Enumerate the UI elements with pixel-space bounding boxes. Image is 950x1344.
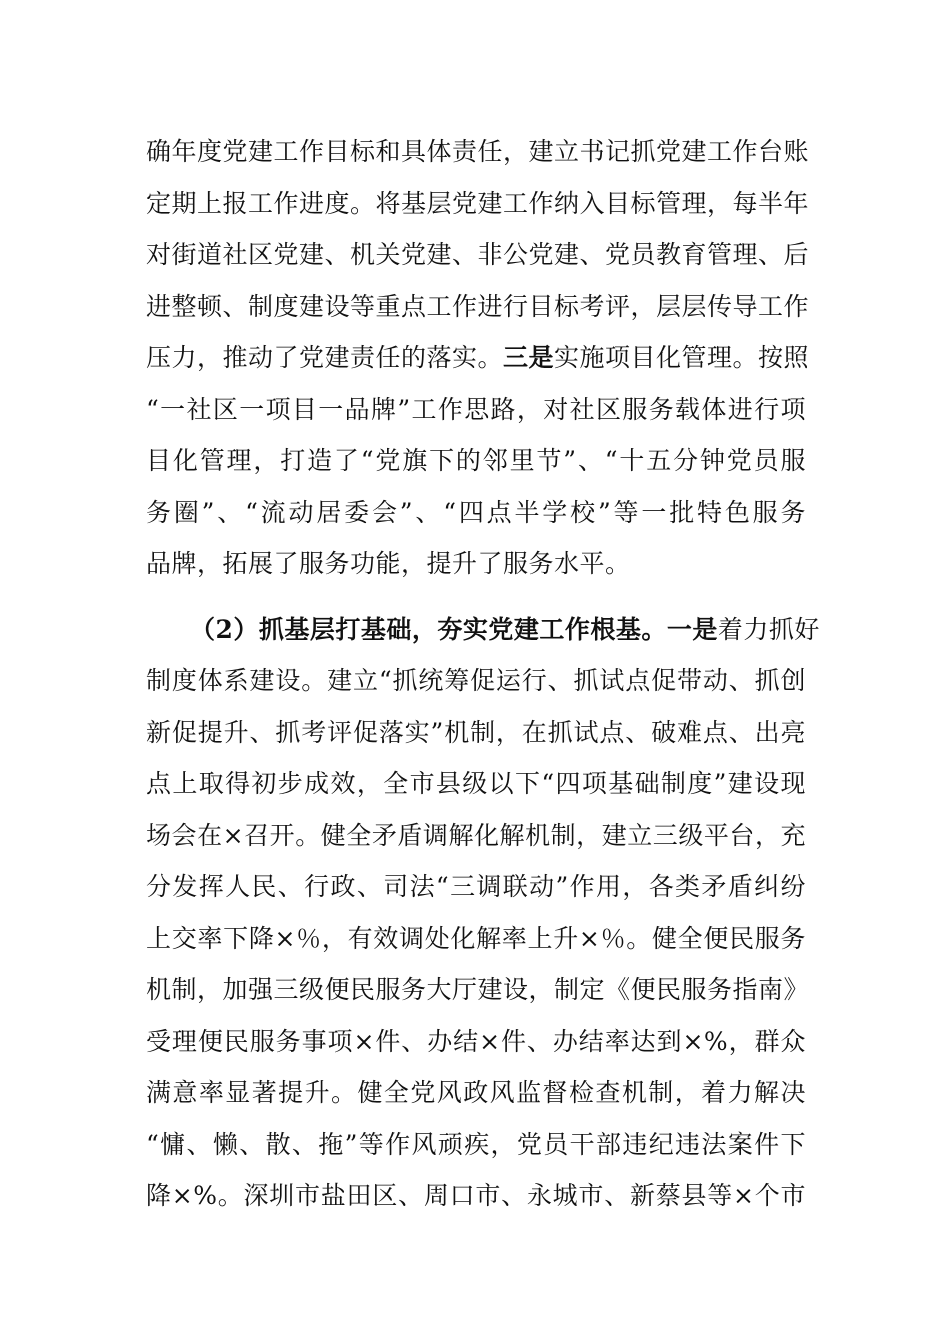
- text-line: 点上取得初步成效，全市县级以下“四项基础制度”建设现: [146, 769, 806, 798]
- text-line: 上交率下降×％，有效调处化解率上升×％。健全便民服务: [146, 923, 806, 953]
- text-run: 压力，推动了党建责任的落实。: [146, 343, 504, 372]
- text-line: 受理便民服务事项×件、办结×件、办结率达到×%，群众: [146, 1026, 806, 1056]
- text-line: 满意率显著提升。健全党风政风监督检查机制，着力解决: [146, 1078, 806, 1107]
- paragraph-grassroots-foundation: [146, 604, 820, 1222]
- text-line: 定期上报工作进度。将基层党建工作纳入目标管理，每半年: [146, 188, 810, 218]
- text-line: 目化管理，打造了“党旗下的邻里节”、“十五分钟党员服: [146, 446, 806, 475]
- text-line: 新促提升、抓考评促落实”机制，在抓试点、破难点、出亮: [146, 717, 806, 747]
- bold-marker: 一是: [666, 614, 718, 644]
- text-run: 实施项目化管理。按照: [554, 343, 810, 372]
- section-heading-line: [146, 604, 820, 656]
- text-run: 着力抓好: [717, 614, 820, 644]
- text-line: [146, 332, 810, 384]
- text-line: “一社区一项目一品牌”工作思路，对社区服务载体进行项: [146, 394, 806, 424]
- section-heading: （2）抓基层打基础，夯实党建工作根基。: [190, 614, 667, 644]
- paragraph-party-responsibility: [146, 126, 810, 590]
- text-line: 务圈”、“流动居委会”、“四点半学校”等一批特色服务: [146, 497, 806, 527]
- text-line: 品牌，拓展了服务功能，提升了服务水平。: [146, 549, 631, 578]
- document-body: [146, 126, 820, 1222]
- text-line: 机制，加强三级便民服务大厅建设，制定《便民服务指南》: [146, 975, 810, 1004]
- text-line: 对街道社区党建、机关党建、非公党建、党员教育管理、后: [146, 240, 810, 269]
- text-line: 场会在×召开。健全矛盾调解化解机制，建立三级平台，充: [146, 820, 806, 850]
- text-line: 降×%。深圳市盐田区、周口市、永城市、新蔡县等×个市: [146, 1181, 806, 1210]
- text-line: 确年度党建工作目标和具体责任，建立书记抓党建工作台账: [146, 137, 810, 166]
- text-line: 进整顿、制度建设等重点工作进行目标考评，层层传导工作: [146, 291, 810, 321]
- text-line: 分发挥人民、行政、司法“三调联动”作用，各类矛盾纠纷: [146, 872, 806, 901]
- bold-marker: 三是: [503, 343, 555, 372]
- text-line: “慵、懒、散、拖”等作风顽疾，党员干部违纪违法案件下: [146, 1129, 806, 1159]
- text-line: 制度体系建设。建立“抓统筹促运行、抓试点促带动、抓创: [146, 666, 806, 695]
